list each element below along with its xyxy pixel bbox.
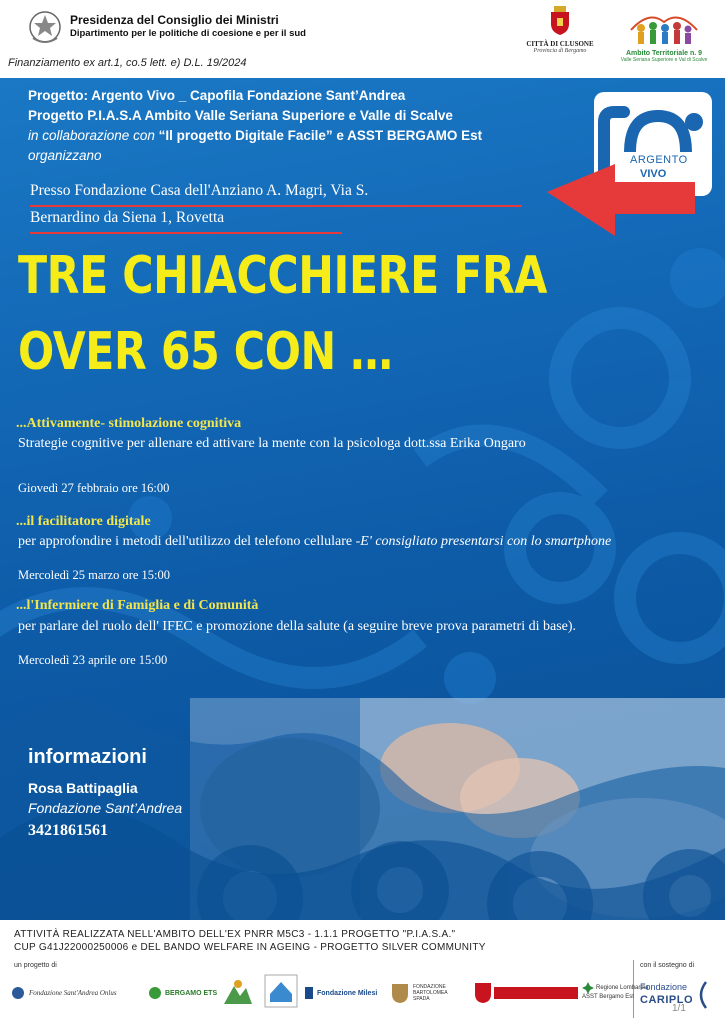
cariplo-word2: CARIPLO [640,994,693,1006]
venue-underline-1 [30,205,522,207]
headline-line-2: OVER 65 CON … [18,322,393,382]
red-arrow-icon [545,162,697,242]
partner-milesi-logo [304,986,377,1000]
milesi-icon [304,986,314,1000]
santandrea-icon [10,986,26,1000]
ambito-logo [608,8,720,63]
vivo-word: VIVO [640,168,667,180]
session-3-date: Mercoledì 23 aprile ore 15:00 [18,653,168,667]
partner-santandrea-logo [10,986,117,1000]
italian-emblem-icon [28,10,62,46]
regione-row [582,982,648,994]
info-heading: informazioni [28,746,147,768]
session-3-desc: per parlare del ruolo dell' IFEC e promozione della salute (a seguire breve prova parametri di base). [18,619,577,634]
partner-milesi-name: Fondazione Milesi [317,989,378,997]
contact-organization: Fondazione Sant’Andrea [28,800,183,816]
venue-line-2: Bernardino da Siena 1, Rovetta [30,209,225,226]
contact-name: Rosa Battipaglia [28,780,138,796]
venue-underline-2 [30,232,342,234]
collaboration-prefix: in collaborazione con [28,128,159,143]
clusone-logo [520,6,600,54]
support-label: con il sostegno di [640,962,695,969]
session-1-title: ...Attivamente- stimolazione cognitiva [16,416,242,431]
session-2-note: -E' consigliato presentarsi con lo smartphone [355,534,612,549]
partner-asst-name: ASST Bergamo Est [582,994,634,1000]
financing-note: Finanziamento ex art.1, co.5 lett. e) D.L. 19/2024 [8,57,247,69]
municipality-crest-icon [474,982,492,1004]
clusone-shield-icon [548,6,572,36]
partner-spada-logo [390,982,465,1004]
project-line-2: Progetto P.I.A.S.A Ambito Valle Seriana Superiore e Valle di Scalve [28,108,453,123]
ambito-subtitle: Valle Seriana Superiore e Val di Scalve [620,57,708,63]
partner-mountain-logo-icon [222,976,254,1008]
municipality-banner-icon [494,987,578,999]
partner-bergamo-logo [148,986,217,1000]
footer-line-2: CUP G41J22000250006 e DEL BANDO WELFARE IN AGEING - PROGETTO SILVER COMMUNITY [14,942,486,953]
poster [0,78,725,920]
gov-title: Presidenza del Consiglio dei Ministri [70,13,279,27]
headline-line-1: TRE CHIACCHIERE FRA [18,246,547,306]
top-header [0,0,725,78]
bergamo-ets-icon [148,986,162,1000]
venue-line-1: Presso Fondazione Casa dell'Anziano A. Magri, Via S. [30,182,369,199]
gov-department: Dipartimento per le politiche di coesione e per il sud [70,28,306,39]
organize-line: organizzano [28,148,102,163]
clusone-name: CITTÀ DI CLUSONE [526,40,594,48]
partner-santandrea-name: Fondazione Sant'Andrea Onlus [29,989,117,997]
partner-regione-name: Regione Lombardia [596,985,649,991]
footer [0,920,725,1024]
partner-regione-logo [582,982,648,1000]
regione-rose-icon [582,982,594,994]
people-group-icon [629,8,699,48]
project-line-1: Progetto: Argento Vivo _ Capofila Fondazione Sant’Andrea [28,88,406,103]
session-2-title: ...il facilitatore digitale [16,514,151,529]
cariplo-word1: Fondazione [640,982,688,992]
spada-crest-icon [390,982,410,1004]
session-1-date: Giovedì 27 febbraio ore 16:00 [18,481,170,495]
session-2-date: Mercoledì 25 marzo ore 15:00 [18,568,171,582]
session-1-desc: Strategie cognitive per allenare ed attivare la mente con la psicologa dott.ssa Erika Ongaro [18,436,526,451]
contact-phone[interactable]: 3421861561 [28,822,108,839]
session-2-desc: per approfondire i metodi dell'utilizzo del telefono cellulare [18,534,356,549]
project-by-label: un progetto di [14,962,57,969]
argento-word: ARGENTO [630,154,688,166]
clusone-province: Provincia di Bergamo [533,48,587,54]
collaboration-partners: “Il progetto Digitale Facile” e ASST BERGAMO Est [158,128,483,143]
page-number: 1/1 [672,1003,686,1014]
session-2-desc-line [18,534,611,550]
partner-bergamo-name: BERGAMO ETS [165,989,218,997]
collaboration-line [28,128,482,143]
ambito-name: Ambito Territoriale n. 9 [625,50,703,57]
footer-line-1: ATTIVITÀ REALIZZATA NELL'AMBITO DELL'EX PNRR M5C3 - 1.1.1 PROGETTO "P.I.A.S.A." [14,929,456,940]
partner-house-logo-icon [264,974,298,1008]
cariplo-mark-icon [694,980,708,1010]
partner-spada-name: FONDAZIONE BARTOLOMEA SPADA [413,984,448,1002]
session-3-title: ...l'Infermiere di Famiglia e di Comunità [16,598,259,613]
